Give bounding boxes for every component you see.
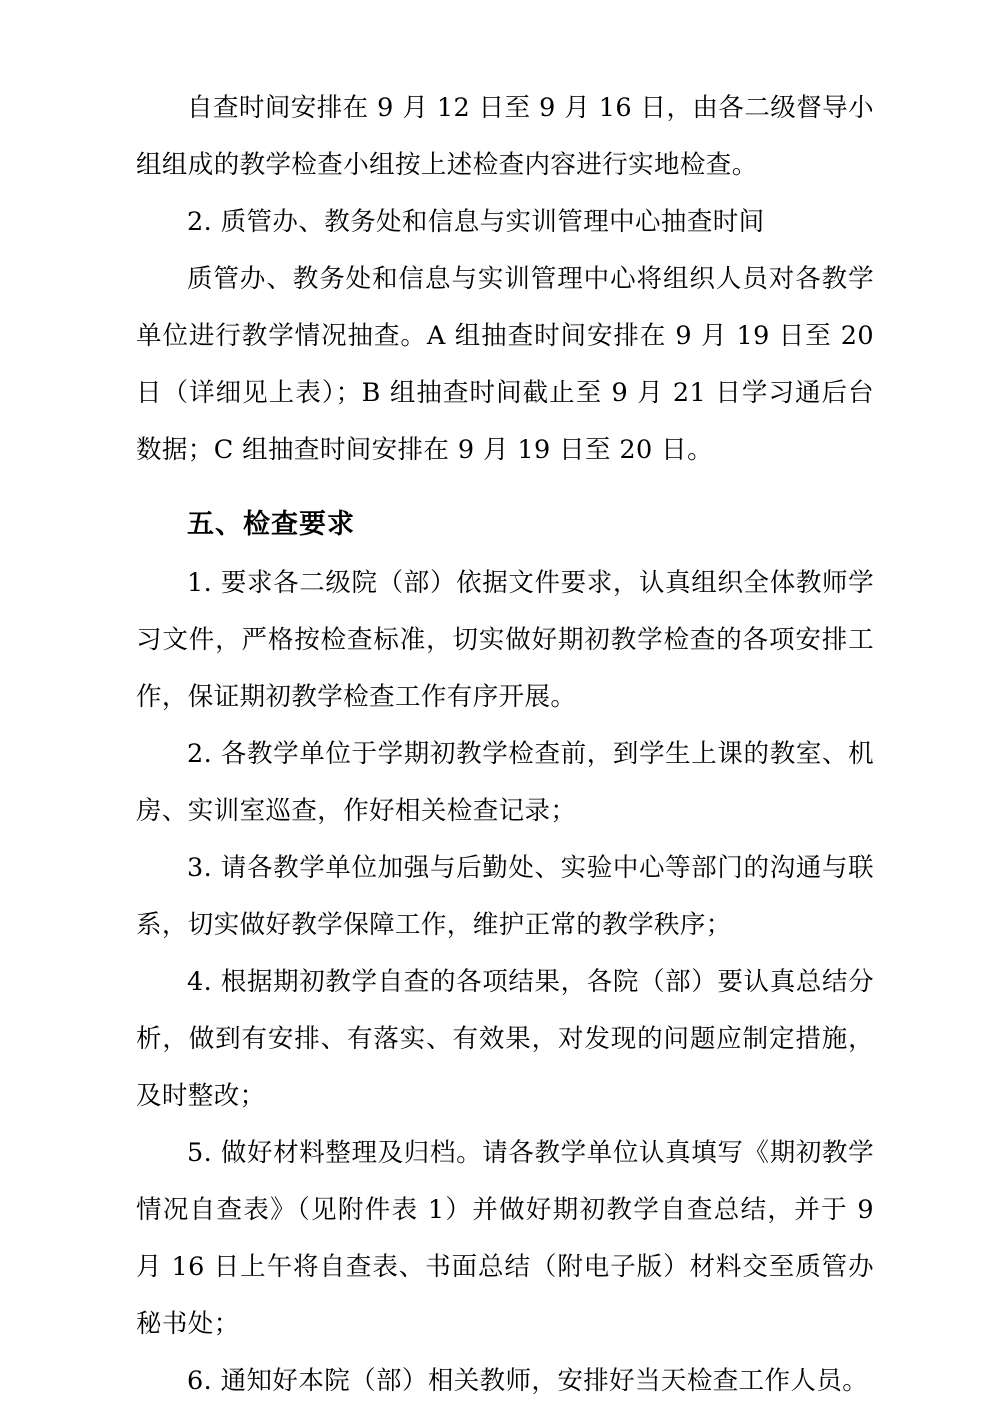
- requirement-item-3: 3. 请各教学单位加强与后勤处、实验中心等部门的沟通与联系，切实做好教学保障工作，维护正常的教学秩序；: [136, 853, 874, 940]
- requirement-item-2: 2. 各教学单位于学期初教学检查前，到学生上课的教室、机房、实训室巡查，作好相关检查记录；: [136, 739, 874, 826]
- requirement-item-5: 5. 做好材料整理及归档。请各教学单位认真填写《期初教学情况自查表》（见附件表 1）并做好期初教学自查总结，并于 9 月 16 日上午将自查表、书面总结（附电子版）材料交至质管办秘书处；: [136, 1138, 874, 1339]
- requirement-item-6: 6. 通知好本院（部）相关教师，安排好当天检查工作人员。: [187, 1366, 869, 1396]
- paragraph-spot-check-heading: 2. 质管办、教务处和信息与实训管理中心抽查时间: [187, 207, 765, 237]
- section-heading-inspection-requirements: 五、检查要求: [187, 509, 355, 540]
- document-body: [136, 80, 874, 1410]
- spacer: [136, 479, 874, 483]
- requirement-item-4: 4. 根据期初教学自查的各项结果，各院（部）要认真总结分析，做到有安排、有落实、有效果，对发现的问题应制定措施，及时整改；: [136, 967, 874, 1111]
- requirement-item-1: 1. 要求各二级院（部）依据文件要求，认真组织全体教师学习文件，严格按检查标准，切实做好期初教学检查的各项安排工作，保证期初教学检查工作有序开展。: [136, 568, 874, 712]
- paragraph-self-inspection-time: 自查时间安排在 9 月 12 日至 9 月 16 日，由各二级督导小组组成的教学检查小组按上述检查内容进行实地检查。: [136, 93, 874, 180]
- paragraph-spot-check-detail: 质管办、教务处和信息与实训管理中心将组织人员对各教学单位进行教学情况抽查。A 组抽查时间安排在 9 月 19 日至 20 日（详细见上表）；B 组抽查时间截止至 9 月 21 日学习通后台数据；C 组抽查时间安排在 9 月 19 日至 20 日。: [136, 264, 874, 465]
